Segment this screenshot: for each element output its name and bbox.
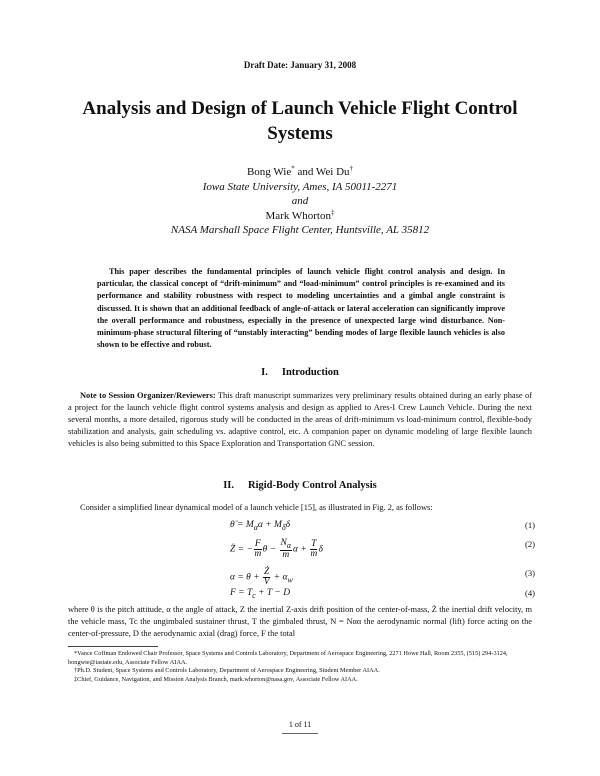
equation-number: (2)	[524, 539, 535, 549]
abstract: This paper describes the fundamental principles of launch vehicle flight control analysis and design. In particular, the classical concept of “drift-minimum” and “load-minimum” control principles is re-examined and its performance and stability robustness with respect to modeling uncertainties and a gimbal angle constraint is discussed. It is shown that an additional feedback of angle-of-attack or lateral acceleration can significantly improve the overall performance and robustness, especially in the presence of unexpected large wind disturbance. Non-minimum-phase structural filtering of “unstably interacting” bending modes of large flexible launch vehicles is also shown to be effective and robust.	[97, 267, 505, 350]
footnote-2: †Ph.D. Student, Space Systems and Controls Laboratory, Department of Aerospace Engineering, Student Member AIAA.	[74, 667, 380, 675]
paper-page: Draft Date: January 31, 2008 Analysis and Design of Launch Vehicle Flight Control Systems Bong Wie* and Wei Du† Iowa State University, Ames, IA 50011-2271 and Mark Whorton‡ NASA Marshall Space Flight Center, Huntsville, AL 35812 This paper describes the fundamental principles of launch vehicle flight control analysis and design. In particular, the classical concept of “drift-minimum” and “load-minimum” control principles is re-examined and its performance and stability robustness with respect to modeling uncertainties and a gimbal angle constraint is discussed. It is shown that an additional feedback of angle-of-attack or lateral acceleration can significantly improve the overall performance and robustness, especially in the presence of unexpected large wind disturbance. Non-minimum-phase structural filtering of “unstably interacting” bending modes of large flexible launch vehicles is also shown to be effective and robust. I. Introduction Note to Session Organizer/Reviewers: This draft manuscript summarizes very preliminary results obtained during an early phase of a project for the launch vehicle flight control systems analysis and design as applied to Ares-I Crew Launch Vehicle. During the next several months, a more detailed, rigorous study will be conducted in the areas of drift-minimum vs load-minimum control, flexible-body stabilization and analysis, gain scheduling vs. adaptive control, etc. A companion paper on dynamic modeling of large flexible launch vehicles is also being submitted to this Space Exploration and Transportation GNC session. II. Rigid-Body Control Analysis Consider a simplified linear dynamical model of a launch vehicle [15], as illustrated in Fig. 2, as follows: θ̈ = $M_\alpha\alpha + M_\delta\delta$ (1) Z̈ = − $\frac{F}{m}$ θ − $\frac{N_\alpha}{m}$ α + $\frac{T}{m}$ δ (2) α = θ + $\frac{Ż}{V}$ + $\alpha_w$ (3) $F = T_c + T - D$ (4) where θ is the pitch attitude, α the angle of attack, Z the inertial Z-axis drift position of the center-of-mass, Ż the inertial drift velocity, m the vehicle mass, Tc the ungimbaled sustainer thrust, T the gimbaled thrust, N = Nαα the aerodynamic normal (lift) force acting on the center-of-pressure, D the aerodynamic axial (drag) force, F the total *Vance Coffman Endowed Chair Professor, Space Systems and Controls Laboratory, Department of Aerospace Engineering, 2271 Howe Hall, Room 2355, (515) 294-3124, bongwie@iastate.edu, Associate Fellow AIAA. †Ph.D. Student, Space Systems and Controls Laboratory, Department of Aerospace Engineering, Student Member AIAA. ‡Chief, Guidance, Navigation, and Mission Analysis Branch, mark.whorton@nasa.gov, Associate Fellow AIAA. 1 of 11	[0, 0, 600, 776]
author-and: and	[291, 195, 309, 207]
author-line-1: Bong Wie* and Wei Du†	[246, 164, 354, 178]
page-number-rule	[282, 733, 318, 734]
footnote-rule	[68, 646, 158, 647]
equation-number: (3)	[524, 568, 535, 578]
footnote-3: ‡Chief, Guidance, Navigation, and Mission Analysis Branch, mark.whorton@nasa.gov, Associate Fellow AIAA.	[74, 675, 358, 683]
section-heading-rigid-body: II. Rigid-Body Control Analysis	[223, 480, 377, 491]
author-block	[0, 165, 600, 238]
page-number: 1 of 11	[288, 720, 312, 729]
affiliation-2: NASA Marshall Space Flight Center, Huntsville, AL 35812	[170, 224, 430, 236]
paper-title: Analysis and Design of Launch Vehicle Flight Control Systems	[82, 98, 518, 144]
variable-definitions: where θ is the pitch attitude, α the angle of attack, Z the inertial Z-axis drift position of the center-of-mass, Ż the inertial drift velocity, m the vehicle mass, Tc the ungimbaled sustainer thrust, T the gimbaled thrust, N = Nαα the aerodynamic normal (lift) force acting on the center-of-pressure, D the aerodynamic axial (drag) force, F the total	[68, 605, 532, 638]
equation-number: (4)	[524, 588, 535, 598]
affiliation-1: Iowa State University, Ames, IA 50011-2271	[202, 180, 398, 193]
footnote-1: *Vance Coffman Endowed Chair Professor, Space Systems and Controls Laboratory, Department of Aerospace Engineering, 2271 Howe Hall, Room 2355, (515) 294-3124, bongwie@iastate.edu, Associate Fellow AIAA.	[68, 650, 508, 666]
introduction-paragraph: Note to Session Organizer/Reviewers: This draft manuscript summarizes very preliminary results obtained during an early phase of a project for the launch vehicle flight control systems analysis and design as applied to Ares-I Crew Launch Vehicle. During the next several months, a more detailed, rigorous study will be conducted in the areas of drift-minimum vs load-minimum control, flexible-body stabilization and analysis, gain scheduling vs. adaptive control, etc. A companion paper on dynamic modeling of large flexible launch vehicles is also being submitted to this Space Exploration and Transportation GNC session.	[68, 391, 532, 448]
rigid-body-intro: Consider a simplified linear dynamical model of a launch vehicle [15], as illustrated in Fig. 2, as follows:	[80, 503, 433, 512]
draft-date: Draft Date: January 31, 2008	[243, 60, 357, 70]
author-line-2: Mark Whorton‡	[265, 207, 335, 222]
section-heading-introduction: I. Introduction	[261, 367, 339, 378]
footnotes	[68, 650, 532, 684]
equation-number: (1)	[524, 520, 535, 530]
